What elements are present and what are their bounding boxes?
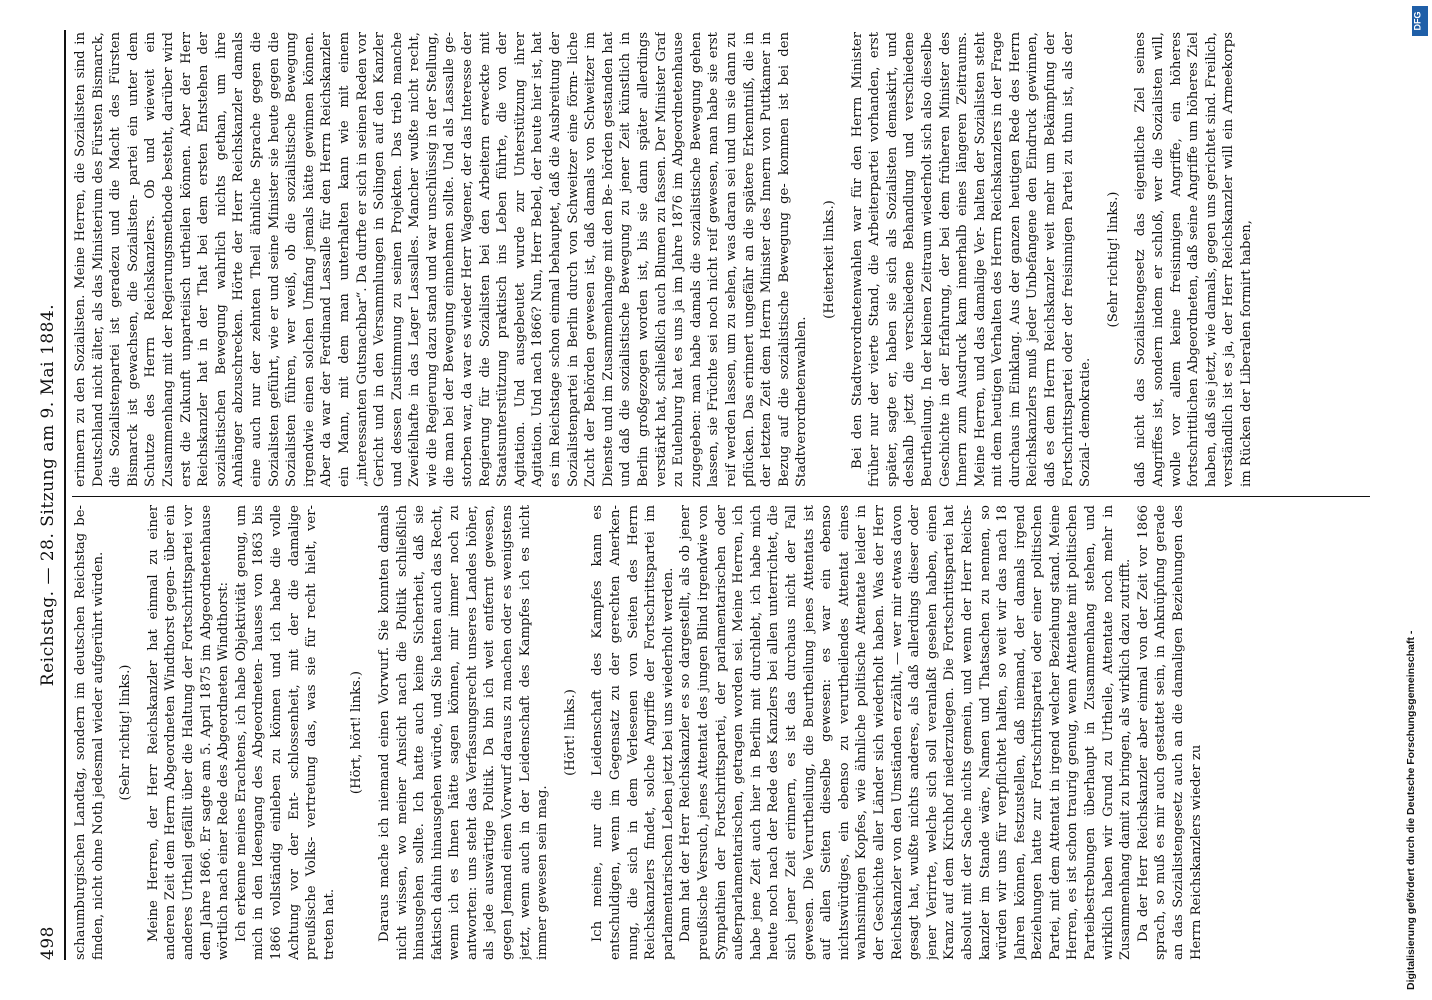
page-number: 498 [38,926,58,960]
text-column-right [72,32,1380,487]
page-title: Reichstag. — 28. Sitzung am 9. Mai 1884. [38,303,58,687]
dfg-logo [1412,6,1428,36]
quotation: Ich erkenne meines Erachtens, ich habe Objektivität genug, um mich in den Ideengang des Abgeordneten- hauses von 1863 bis 1866 vollständig einleben zu können und ich habe die volle Achtung vor der Ent- schlossenheit, mit der die damalige preußische Volks- vertretung das, was sie für recht hielt, ver- treten hat. [233,505,337,960]
interjection: (Sehr richtig! links.) [118,664,134,801]
header-rule [64,30,66,960]
paragraph: daß nicht das Sozialistengesetz das eigentliche Ziel seines Angriffes ist, sondern indem er schloß, wer die Sozialisten will, wolle vor allem keine freisinnigen Angriffe, ein höheres fortschrittlichen Abgeordneten, daß seine Angriffe um höheres Ziel haben, daß sie jetzt, wie damals, gegen uns gerichtet sind. Freilich, verständlich ist es ja, der Herr Reichskanzler will ein Armeekorps im Rücken der Liberalen formirt haben, [1133,32,1254,487]
text-column-left [72,505,1380,960]
quotation: Daraus mache ich niemand einen Vorwurf. Sie konnten damals nicht wissen, wo meiner Ansicht nach die Politik schließlich hinausgehen sollte. Ich hatte auch keine Sicherheit, daß sie faktisch dahin hinausgehen würde, und Sie hatten auch das Recht, wenn ich es Ihnen hätte sagen können, mir immer noch zu antworten: uns steht das Verfassungsrecht unseres Landes höher, als jede auswärtige Politik. Da bin ich weit entfernt gewesen, gegen Jemand einen Vorwurf daraus zu machen oder es wenigstens jetzt, wenn auch in der Leidenschaft des Kampfes ich es nicht immer gewesen sein mag. [376,505,551,960]
paragraph: erinnern zu den Sozialisten. Meine Herren, die Sozialisten sind in Deutschland nicht älter, als das Ministerium des Fürsten Bismarck, die Sozialistenpartei ist geradezu und die Macht des Fürsten Bismarck ist gewachsen, die Sozialisten- partei ein unter dem Schutze des Herrn Reichskanzlers. Ob und wieweit ein Zusammenhang mit der Regierungsmethode besteht, darüber wird erst die Zukunft unparteiisch urtheilen können. Aber der Herr Reichskanzler hat in der That bei dem ersten Entstehen der sozialistischen Bewegung wahrlich nichts gethan, um ihre Anhänger abzuschrecken. Hörte der Herr Reichskanzler damals eine auch nur der zehnten Theil ähnliche Sprache gegen die Sozialisten geführt, wie er und seine Minister sie heute gegen die Sozialisten führen, wer weiß, ob die sozialistische Bewegung irgendwie einen solchen Umfang jemals hätte gewinnen können. Aber da war der Ferdinand Lassalle für den Herrn Reichskanzler ein Mann, mit dem man unterhalten kann wie mit einem „interessanten Gutsnachbar“. Da durfte er sich in seinen Reden vor Gericht und in den Versammlungen in Solingen auf den Kanzler und dessen Zustimmung zu seinen Projekten. Das trieb manche Zweifelhafte in das Lager Lassalles. Mancher wußte nicht recht, wie die Regierung dazu stand und war unschlüssig in der Stellung, die man bei der Bewegung einnehmen sollte. Und als Lassalle ge- storben war, da war es wieder Herr Wagener, der das Interesse der Regierung für die Sozialisten bei den Arbeitern erweckte mit Staatsunterstützung praktisch ins Leben führte, die von der Agitation. Und ausgebeutet wurde zur Unterstützung ihrer Agitation. Und nach 1866? Nun, Herr Bebel, der heute hier ist, hat es im Reichstage schon einmal behauptet, daß die Ausbreitung der Sozialistenpartei in Berlin durch von Schweitzer eine förm- liche Zucht der Behörden gewesen ist, daß damals von Schweitzer im Dienste und im Zusammenhange mit den Be- hörden gestanden hat und daß die sozialistische Bewegung zu jener Zeit künstlich in Berlin großgezogen worden ist, bis sie dann später allerdings verstärkt hat, schließlich auch Blumen zu fassen. Der Minister Graf zu Eulenburg hat es uns ja im Jahre 1876 im Abgeordnetenhause zugegeben: man habe damals die sozialistische Bewegung gehen lassen, sie Früchte sei noch nicht reif gewesen, man habe sie erst reif werden lassen, um zu sehen, was daran sei und um sie dann zu pflücken. Das erinnert ungefähr an die spätere Erkenntniß, die in der letzten Zeit dem Herrn Minister des Innern von Puttkamer in Bezug auf die sozialistische Bewegung ge- kommen ist bei den Stadtverordnetenwahlen. [73,32,810,487]
paragraph: Ich meine, nur die Leidenschaft des Kampfes kann es entschuldigen, wenn im Gegensatz zu der gerechten Anerken- nung, die sich in dem Verlesenen von Seiten des Herrn Reichskanzlers findet, solche Angriffe der Fortschrittspartei im parlamentarischen Leben jetzt bei uns wiederholt werden. [590,505,676,960]
credit-text: Digitalisierung gefördert durch die Deutsche Forschungsgemeinschaft - [1405,630,1417,990]
interjection: (Heiterkeit links.) [821,200,837,319]
paragraph: Da der Herr Reichskanzler aber einmal von der Zeit vor 1866 sprach, so muß es mir auch gestattet sein, in Anknüpfung gerade an das Sozialistengesetz auch an die damaligen Beziehungen des Herrn Reichskanzlers wieder zu [1135,505,1204,960]
paragraph: Meine Herren, der Herr Reichskanzler hat einmal zu einer anderen Zeit dem Herrn Abgeordneten Windthorst gegen- über ein anderes Urtheil gefällt über die Haltung der Fortschrittspartei vor dem Jahre 1866. Er sagte am 5. April 1875 im Abgeordnetenhause wörtlich nach einer Rede des Abgeordneten Windthorst: [145,505,232,960]
interjection: (Sehr richtig! links.) [1105,191,1121,328]
digitization-credit [1402,0,1432,1000]
paragraph: Dann hat der Herr Reichskanzler es so dargestellt, als ob jener preußische Versuch, jenes Attentat des jungen Blind irgendwie von Sympathien der Fortschrittspartei, der parlamentarischen oder außerparlamentarischen, getragen worden sei. Meine Herren, ich habe jene Zeit auch hier in Berlin mit durchlebt, ich habe mich heute noch nach der Rede des Kanzlers bei allen unterrichtet, die sich jener Zeit erinnern, es ist das durchaus nicht der Fall gewesen. Die Verurtheilung, die Beurtheilung jenes Attentats ist auf allen Seiten dieselbe gewesen: es war ein ebenso nichtswürdiges, ein ebenso zu verurtheilendes Attentat eines wahnsinnigen Kopfes, wie ähnliche politische Attentate leider in der Geschichte aller Länder sich wiederholt haben. Was der Herr Reichskanzler von den Umständen erzählt, — wer mir etwas davon gesagt hat, wußte nichts anderes, als daß allerdings dieser oder jener Verirrte, welche sich soll veranlaßt gesehen haben, einen Kranz auf dem Kirchhof niederzulegen. Die Fortschrittspartei hat absolut mit der Sache nichts gemein, und wenn der Herr Reichs- kanzler im Stande wäre, Namen und Thatsachen zu nennen, so würden wir uns für verpflichtet halten, so weit wir das nach 18 Jahren können, festzustellen, daß niemand, der damals irgend Beziehungen hatte zur Fortschrittspartei oder einer politischen Partei, mit dem Attentat in irgend welcher Beziehung stand. Meine Herren, es ist schon traurig genug, wenn Attentate mit politischen Parteibestrebungen überhaupt in Zusammenhang stehen, und wirklich haben wir Grund zu Urtheile, Attentate noch mehr in Zusammenhang damit zu bringen, als wirklich dazu zutrifft. [678,505,1134,960]
column-divider [72,496,1370,497]
logo-text: DFG [1412,11,1423,31]
paragraph: schaumburgischen Landtag, sondern im deutschen Reichstag be- finden, nicht ohne Noth jedesmal wieder aufgerührt würden. [73,505,106,960]
interjection: (Hört, hört! links.) [349,670,365,795]
paragraph: Bei den Stadtverordnetenwahlen war für den Herrn Minister früher nur der vierte Stand, die Arbeiterpartei vorhanden, erst später, sagte er, haben sie sich als Sozialisten demaskirt, und deshalb jetzt die verschiedene Behandlung und verschiedene Beurtheilung. In der kleinen Zeitraum wiederholt sich also dieselbe Geschichte in der Erfahrung, der bei dem früheren Minister des Innern zum Ausdruck kam innerhalb eines längeren Zeitraums. Meine Herren, und das damalige Ver- halten der Sozialisten steht mit dem heutigen Verhalten des Herrn Reichskanzlers in der Frage durchaus im Einklang. Aus der ganzen heutigen Rede des Herrn Reichskanzlers muß jeder Unbefangene den Eindruck gewinnen, daß es dem Herrn Reichskanzler weit mehr um Bekämpfung der Fortschrittspartei oder der freisinnigen Partei zu thun ist, als der Sozial- demokratie. [849,32,1094,487]
interjection: (Hört! links.) [562,689,578,776]
